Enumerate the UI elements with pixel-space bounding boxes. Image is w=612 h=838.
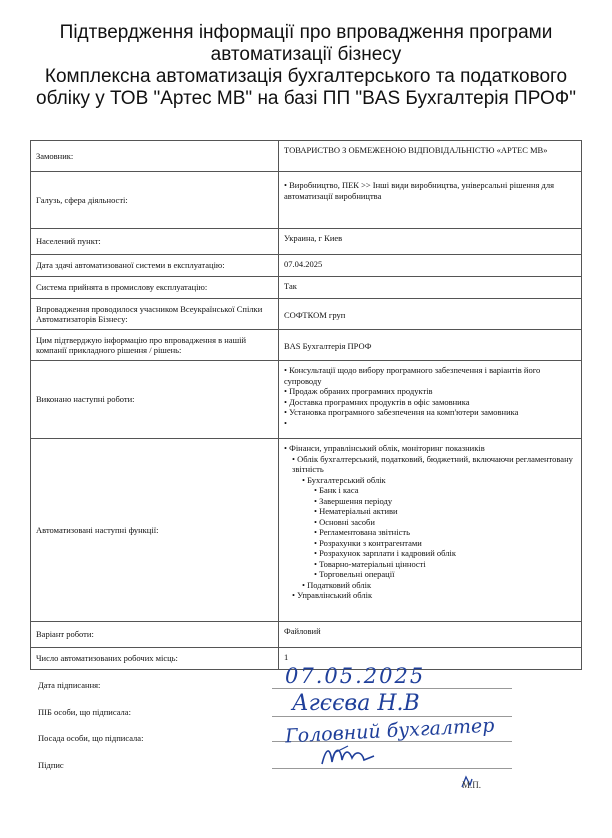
- customer-label: Замовник:: [31, 141, 279, 172]
- works-list: [284, 365, 576, 428]
- table-row: [31, 361, 582, 439]
- industry-label: Галузь, сфера діяльності:: [31, 172, 279, 229]
- list-item: • Доставка програмних продуктів в офіс замовника: [284, 397, 576, 408]
- table-row: [31, 141, 582, 172]
- solution-label: Цим підтверджую інформацію про впровадження в нашій компанії прикладного рішення / рішень:: [31, 330, 279, 361]
- list-item: • Управлінський облік: [292, 590, 373, 600]
- table-row: [31, 172, 582, 229]
- list-item: • Консультації щодо вибору програмного забезпечення і варіантів його супроводу: [284, 365, 576, 386]
- implementer-value: СОФТКОМ груп: [279, 299, 582, 330]
- list-item: • Торговельні операції: [314, 569, 395, 579]
- list-item: • Податковий облік: [302, 579, 372, 590]
- table-row: [31, 330, 582, 361]
- industry-value: • Виробництво, ПЕК >> Інші види виробництва, універсальні рішення для автоматизації виробництва: [279, 172, 582, 229]
- list-item: • Установка програмного забезпечення на комп'ютери замовника: [284, 407, 576, 418]
- city-label: Населений пункт:: [31, 229, 279, 255]
- date-signed-value: 07.05.2025: [285, 664, 426, 688]
- city-value: Украина, г Киев: [279, 229, 582, 255]
- title-line-2: автоматизації бізнесу: [210, 44, 402, 65]
- signer-position-label: Посада особи, що підписала:: [38, 733, 144, 743]
- stamp-place-label: М.П.: [462, 780, 482, 790]
- table-row: [31, 229, 582, 255]
- signer-name-label: ПІБ особи, що підписала:: [38, 707, 131, 717]
- list-item: • Основні засоби: [314, 516, 375, 527]
- works-value: [279, 361, 582, 439]
- list-item: • Розрахунок зарплати і кадровий облік: [314, 548, 457, 558]
- work-mode-value: Файловий: [279, 622, 582, 648]
- title-line-1: Підтвердження інформації про впровадження програми: [59, 22, 553, 43]
- list-item: • Товарно-матеріальні цінності: [314, 558, 426, 569]
- list-item: • Банк і каса: [314, 485, 359, 495]
- work-mode-label: Варіант роботи:: [31, 622, 279, 648]
- signature-scribble: [318, 742, 378, 770]
- table-row: [31, 439, 582, 622]
- accepted-label: Система прийнята в промислову експлуатацію:: [31, 277, 279, 299]
- functions-label: Автоматизовані наступні функції:: [31, 439, 279, 622]
- handover-date-value: 07.04.2025: [279, 255, 582, 277]
- list-item: • Нематеріальні активи: [314, 506, 398, 516]
- date-signed-label: Дата підписання:: [38, 680, 101, 690]
- list-item: • Розрахунки з контрагентами: [314, 537, 422, 548]
- table-row: [31, 622, 582, 648]
- solution-value: BAS Бухгалтерія ПРОФ: [279, 330, 582, 361]
- date-line: [272, 688, 512, 689]
- info-table: [30, 140, 582, 670]
- table-row: [31, 255, 582, 277]
- signer-position-value: Головний бухгалтер: [284, 714, 495, 748]
- signature-label: Підпис: [38, 760, 64, 770]
- works-label: Виконано наступні роботи:: [31, 361, 279, 439]
- list-item: • Облік бухгалтерський, податковий, бюджетний, включаючи регламентовану звітність: [292, 453, 573, 474]
- list-item: • Продаж обраних програмних продуктів: [284, 386, 576, 397]
- list-item: • Регламентована звітність: [314, 527, 410, 537]
- handover-date-label: Дата здачі автоматизованої системи в експлуатацію:: [31, 255, 279, 277]
- signature-line: [272, 768, 512, 769]
- title-line-3: Комплексна автоматизація бухгалтерського та податкового: [44, 66, 568, 87]
- table-row: [31, 299, 582, 330]
- list-item: • Бухгалтерський облік: [302, 474, 386, 485]
- list-item: • Завершення періоду: [314, 495, 393, 506]
- workplaces-value: 1: [279, 648, 582, 670]
- implementer-label: Впровадження проводилося учасником Всеукраїнської Спілки Автоматизаторів Бізнесу:: [31, 299, 279, 330]
- table-row: [31, 277, 582, 299]
- document-title: [0, 22, 612, 110]
- list-item: [284, 418, 576, 429]
- functions-value: [279, 439, 582, 622]
- signature-stroke: [322, 750, 374, 764]
- workplaces-label: Число автоматизованих робочих місць:: [31, 648, 279, 670]
- signature-stroke: [336, 746, 348, 752]
- customer-value: ТОВАРИСТВО З ОБМЕЖЕНОЮ ВІДПОВІДАЛЬНІСТЮ «АРТЕС МВ»: [279, 141, 582, 172]
- accepted-value: Так: [279, 277, 582, 299]
- signer-name-value: Агєєва Н.В: [292, 691, 420, 716]
- list-item: • Фінанси, управлінський облік, моніторинг показників: [284, 443, 485, 453]
- title-line-4: обліку у ТОВ "Артес МВ" на базі ПП "BAS Бухгалтерія ПРОФ": [36, 88, 576, 109]
